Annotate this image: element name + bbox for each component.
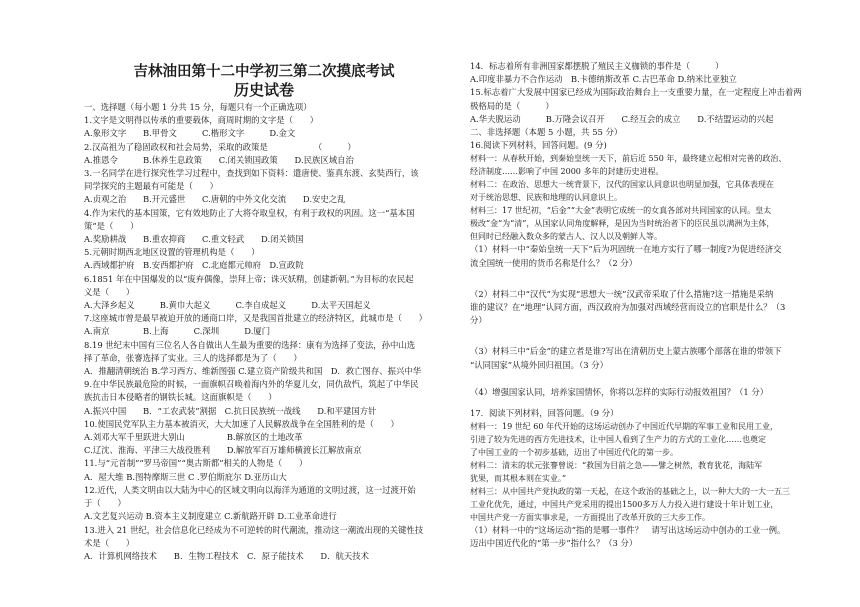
text-line: A.南京 B.上海 C.深圳 D.厦门 [84, 326, 271, 337]
text-line: 9.在中华民族最危险的时候，一面旗帜召唤着海内外的华夏儿女，同仇敌忾，筑起了中华民 [84, 379, 419, 390]
text-line: 材料三：17 世纪初，“后金”“大金”表明它成统一的女真各部对共同国家的认同。皇太 [470, 206, 772, 216]
text-line: C.辽沈、淮海、平津三大战役胜利 D.解放军百万雄师横渡长江解放南京 [84, 445, 362, 456]
text-line: A.文艺复兴运动 B.资本主义制度建立 C.新航路开辟 D.工业革命进行 [84, 511, 337, 522]
text-line: 术是（ ） [84, 537, 135, 548]
answer-space [470, 372, 822, 386]
text-line: A.刘邓大军千里跃进大别山 B.解放区的土地改革 [84, 432, 303, 443]
text-line: 工业化优先，通过，中国共产党采用的提出1500多万人力投入进行建设十年计划工业， [470, 500, 779, 510]
exam-title: 吉林油田第十二中学初三第二次摸底考试 [133, 63, 395, 80]
answer-space [470, 270, 822, 288]
right-column-body [470, 60, 822, 551]
text-line: 犹果，而其根本则在实业。” [470, 474, 567, 484]
text-line: 于（ ） [84, 498, 126, 509]
text-line: 二、非选择题（本题 5 小题，共 55 分） [470, 127, 623, 138]
text-line: 材料二：清末的状元张謇曾说：“救国为目前之急——譬之树然，教育犹花，海陆军 [470, 461, 763, 471]
text-line: （1）材料一中“秦始皇统一天下”后为巩固统一在地方实行了哪一制度?为促进经济交 [470, 244, 782, 255]
text-line: 经济制度……影响了中国 2000 多年的封建历史进程。 [470, 167, 664, 177]
text-line: A.印度非暴力不合作运动 B.卡德纳斯改革 C.古巴革命 D.纳米比亚独立 [470, 74, 737, 85]
text-line: A.推恩令 B.休养生息政策 C.闭关锁国政策 D.民族区域自治 [84, 154, 354, 165]
text-line: 一、选择题（每小题 1 分共 15 分，每题只有一个正确选项） [84, 102, 312, 112]
left-column [84, 0, 444, 563]
text-line: 4.作为宋代的基本国策，它有效地防止了大将夺取皇权，有利于政权的巩固。这一“基本国 [84, 207, 415, 218]
text-line: A.大泽乡起义 B.黄巾大起义 C.李自成起义 D.太平天国起义 [84, 300, 371, 311]
text-line: 族抗击日本侵略者的钢铁长城。这面旗帜是（ ） [84, 392, 277, 403]
text-line: 材料三：从中国共产党执政的第一天起，在这个政治的基础之上，以一种大大的一大一五三 [470, 487, 790, 497]
text-line: 2.汉高祖为了稳固政权和社会局势，采取的政策是 （ ） [84, 141, 356, 152]
text-line: 迈出中国近代化的“第一步”指什么？（3 分） [470, 538, 638, 549]
text-line: “认同国家”从境外回归祖国。（3 分） [470, 359, 608, 370]
text-line: A．屋大维 B.图特摩斯三世 C .罗伯斯庇尔 D.亚历山大 [84, 471, 287, 482]
text-line: 7.这座城市曾是最早被迫开放的通商口岸，又是我国首批建立的经济特区，此城市是（ ） [84, 313, 427, 324]
text-line: 5.元朝时期西北地区设置的管理机构是（ ） [84, 247, 260, 258]
text-line: 极改“金”为“清”，从国家认同角度解释，是因为当时统治者下的臣民虽以满洲为主体， [470, 219, 775, 229]
text-line: （4）增强国家认同，培养家国情怀，你将以怎样的实际行动报效祖国？（1 分） [470, 386, 769, 397]
text-line: 12.近代，人类文明由以大陆为中心的区域文明向以海洋为通道的文明过渡，这一过渡开始 [84, 484, 416, 495]
text-line: A.西域都护府 B.安西都护府 C.北庭都元帅府 D.宣政院 [84, 260, 304, 271]
text-line: A.奖励耕战 B.重农抑商 C.重文轻武 D.闭关锁国 [84, 234, 304, 245]
text-line: 对于统治思想、民族和地理的认同意识上。 [470, 193, 622, 203]
text-line: 策”是（ ） [84, 220, 139, 231]
text-line: （3）材料三中“后金”的建立者是谁?写出在清朝历史上蒙古族哪个部落在谁的带领下 [470, 346, 782, 357]
text-line: 材料一：19 世纪 60 年代开始的这场运动创办了中国近代早期的军事工业和民用工业， [470, 422, 778, 432]
text-line: 择了革命，张謇选择了实业。三人的选择都是为了（ ） [84, 352, 302, 363]
text-line: 14．标志着所有非洲国家都摆脱了殖民主义枷锁的事件是（ ） [470, 61, 724, 71]
text-line: 15.标志着广大发展中国家已经成为国际政治舞台上一支重要力量，在一定程度上冲击着两 [470, 87, 802, 98]
text-line: 分） [470, 315, 487, 326]
text-line: 8.19 世纪末中国有三位名人各自做出人生最为重要的选择：康有为选择了变法，孙中山选 [84, 339, 416, 350]
text-line: 1.文字是文明得以传承的重要载体，商周时期的文字是（ ） [84, 115, 319, 126]
text-line: 6.1851 年在中国爆发的以“废弃偶像，崇拜上帝；诛灭妖精，创建新朝。”为目标的农民起 [84, 273, 414, 284]
text-line: 流全国统一使用的货币名称是什么？（2 分） [470, 257, 638, 268]
text-line: 了中国工业的一个初步基础，迈出了中国近代化的第一步。 [470, 448, 678, 458]
answer-space [470, 399, 822, 407]
text-line: A．推翻清朝统治 B.学习西方、维新图强 C.建立资产阶级共和国 D．救亡图存、振兴中华 [84, 366, 422, 377]
answer-space [470, 327, 822, 345]
text-line: 引进了较为先进的西方先进技术，让中国人看到了生产力的方式的工业化……也奠定 [470, 435, 766, 445]
text-line: 3.一名同学在进行探究性学习过程中，查找到如下资料：遣唐使、鉴真东渡、玄奘西行，该 [84, 168, 419, 179]
text-line: （1）材料一中的“这场运动”指的是哪一事件？ 请写出这场运动中创办的工业一例。 [470, 525, 786, 536]
text-line: 16.阅读下列材料，回答问题。(9 分) [470, 140, 607, 151]
right-top-spacer [470, 0, 822, 60]
text-line: A.华夫脱运动 B.万隆会议召开 C.经互会的成立 D.不结盟运动的兴起 [470, 113, 774, 124]
text-line: 义是（ ） [84, 286, 135, 297]
text-line: 11.与“元首制”“罗马帝国”“奥古斯都”相关的人物是（ ） [84, 458, 308, 469]
text-line: 17．阅读下列材料，回答问题。（9 分） [470, 408, 619, 419]
text-line: 中国共产党一方面实事求是，一方面提出了改革开放的三大步工作。 [470, 513, 710, 523]
text-line: A.振兴中国 B．“工农武装”割据 C.抗日民族统一战线 D.和平建国方针 [84, 405, 377, 416]
text-line: 但同时已经融入数众多的蒙古人、汉人以及朝鲜人等。 [470, 232, 662, 242]
text-line: （2）材料二中“汉代”为实现“思想大一统”汉武帝采取了什么措施?这一措施是采纳 [470, 288, 774, 299]
text-line: A.象形文字 B.甲骨文 C.楷形文字 D.金文 [84, 128, 296, 139]
text-line: 同学探究的主题最有可能是（ ） [84, 181, 218, 192]
text-line: 13.进入 21 世纪，社会信息化已经成为不可逆转的时代潮流，推动这一潮流出现的关键性技 [84, 524, 424, 535]
text-line: A．计算机网络技术 B．生物工程技术 C．原子能技术 D．航天技术 [84, 550, 369, 561]
text-line: 谁的建议？在“地理”认同方面，西汉政府为加强对西域经营而设立的官职是什么？（3 [470, 302, 786, 313]
left-column-body [84, 101, 444, 563]
text-line: 材料一：从春秋开始，到秦始皇统一天下，前后近 550 年，最终建立起相对完善的政治、 [470, 154, 787, 164]
text-line: 10.使国民党军队主力基本被消灭，大大加速了人民解放战争在全国胜利的是（ ） [84, 418, 399, 429]
text-line: A.贞观之治 B.开元盛世 C.唐朝的中外文化交流 D.安史之乱 [84, 194, 346, 205]
text-line: 极格局的是（ ） [470, 100, 554, 111]
right-column [470, 0, 822, 551]
text-line: 材料二：在政治、思想大一统背景下，汉代的国家认同意识也明显加强，它具体表现在 [470, 180, 774, 190]
exam-subtitle: 历史试卷 [233, 81, 294, 99]
